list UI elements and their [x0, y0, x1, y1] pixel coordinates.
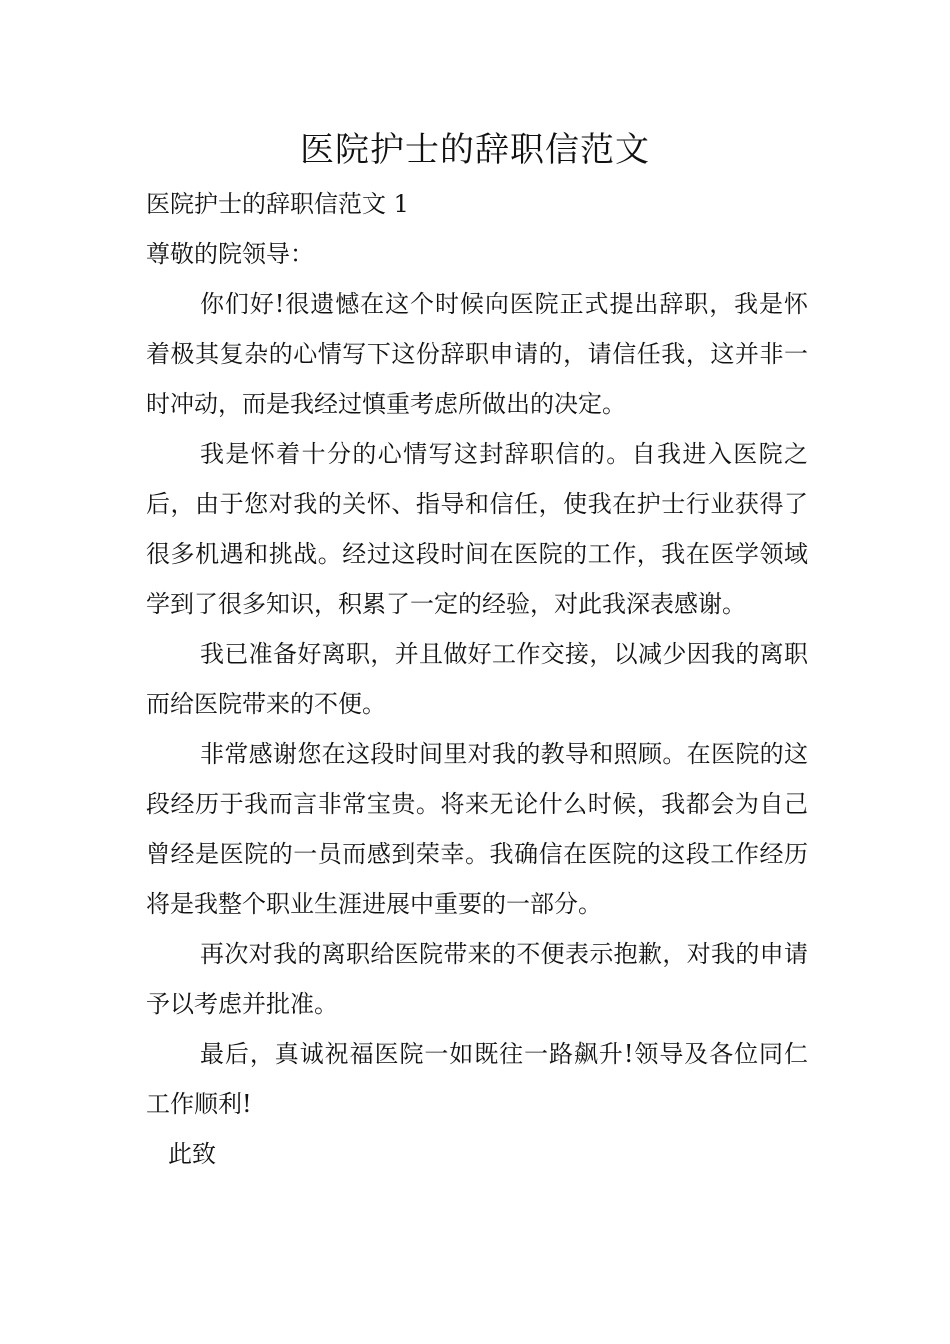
paragraph-6: 最后，真诚祝福医院一如既往一路飙升!领导及各位同仁工作顺利!	[146, 1040, 808, 1118]
closing-line: 此致	[168, 1140, 216, 1168]
paragraph-2: 我是怀着十分的心情写这封辞职信的。自我进入医院之后，由于您对我的关怀、指导和信任，使我在护士行业获得了很多机遇和挑战。经过这段时间在医院的工作，我在医学领域学到了很多知识，积累了一定的经验，对此我深表感谢。	[146, 440, 808, 618]
document-body	[146, 179, 808, 1179]
section-heading: 医院护士的辞职信范文 1	[146, 190, 409, 218]
paragraph-5: 再次对我的离职给医院带来的不便表示抱歉，对我的申请予以考虑并批准。	[146, 940, 808, 1018]
document-title: 医院护士的辞职信范文	[300, 130, 650, 170]
paragraph-1: 你们好!很遗憾在这个时候向医院正式提出辞职，我是怀着极其复杂的心情写下这份辞职申请的，请信任我，这并非一时冲动，而是我经过慎重考虑所做出的决定。	[146, 290, 808, 418]
paragraph-4: 非常感谢您在这段时间里对我的教导和照顾。在医院的这段经历于我而言非常宝贵。将来无论什么时候，我都会为自己曾经是医院的一员而感到荣幸。我确信在医院的这段工作经历将是我整个职业生涯进展中重要的一部分。	[146, 740, 808, 918]
salutation: 尊敬的院领导：	[146, 240, 314, 268]
paragraph-3: 我已准备好离职，并且做好工作交接，以减少因我的离职而给医院带来的不便。	[146, 640, 808, 718]
